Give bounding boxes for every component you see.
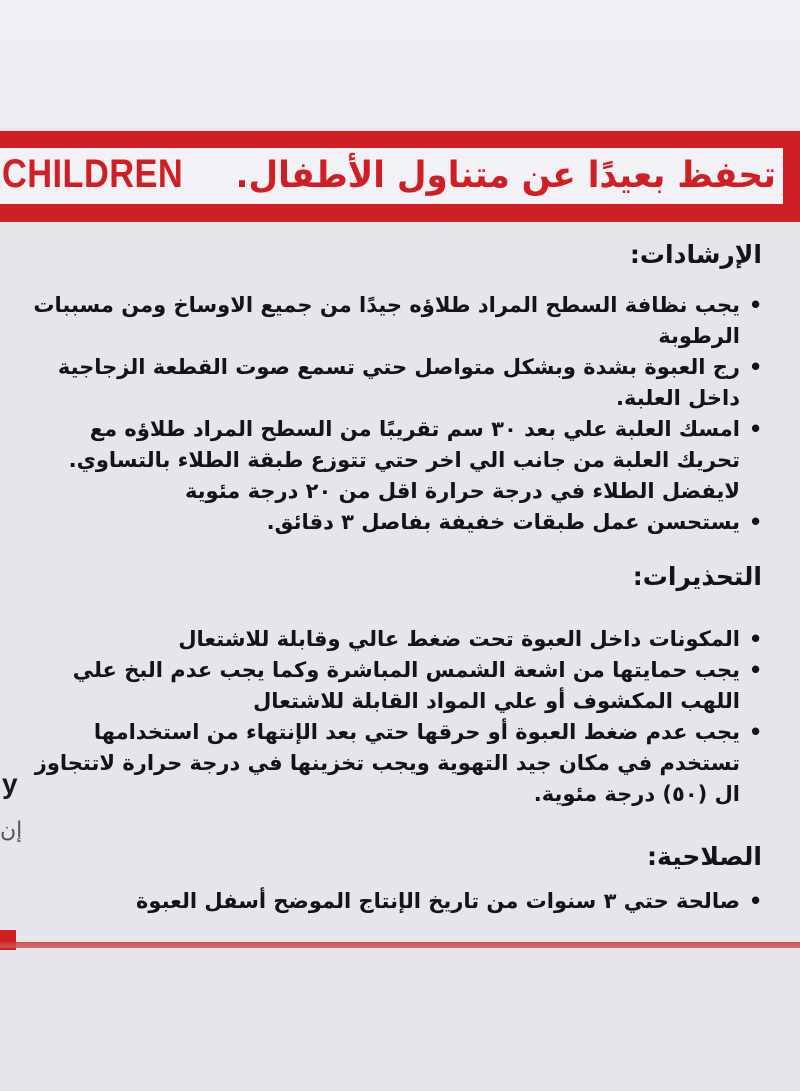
band-fragment-children: CHILDREN	[2, 152, 184, 196]
bullet-icon: •	[748, 658, 762, 682]
list-item-text: يجب نظافة السطح المراد طلاؤه جيدًا من جميع الاوساخ ومن مسببات الرطوبة	[33, 293, 740, 348]
instructions-heading: الإرشادات:	[629, 240, 762, 269]
bullet-icon: •	[748, 417, 762, 441]
bullet-icon: •	[748, 627, 762, 651]
list-item-text: المكونات داخل العبوة تحت ضغط عالي وقابلة للاشتعال	[178, 627, 740, 651]
list-item	[22, 717, 762, 810]
list-item	[22, 290, 762, 352]
bullet-icon: •	[748, 720, 762, 744]
label-text-column	[22, 238, 762, 917]
list-item	[22, 414, 762, 507]
validity-heading: الصلاحية:	[647, 842, 762, 871]
warnings-list	[22, 624, 762, 810]
list-item-text: يستحسن عمل طبقات خفيفة بفاصل ٣ دقائق.	[266, 510, 740, 534]
warnings-heading: التحذيرات:	[632, 562, 762, 591]
list-item	[22, 655, 762, 717]
list-item-text: يجب حمايتها من اشعة الشمس المباشرة وكما يجب عدم البخ علي اللهب المكشوف أو علي المواد القابلة للاشتعال	[72, 658, 740, 713]
validity-section	[22, 840, 762, 917]
instructions-section	[22, 238, 762, 538]
list-item-text: رج العبوة بشدة وبشكل متواصل حتي تسمع صوت القطعة الزجاجية داخل العلبة.	[57, 355, 740, 410]
keep-away-from-children-text: تحفظ بعيدًا عن متناول الأطفال.	[235, 155, 776, 196]
bullet-icon: •	[748, 293, 762, 317]
bullet-icon: •	[748, 510, 762, 534]
list-item	[22, 624, 762, 655]
list-item	[22, 352, 762, 414]
list-item-text: امسك العلبة علي بعد ٣٠ سم تقريبًا من السطح المراد طلاؤه مع تحريك العلبة من جانب الي اخر حتي تتوزع طبقة الطلاء بالتساوي. لايفضل الطلاء في درجة حرارة اقل من ٢٠ درجة مئوية	[68, 417, 740, 503]
warnings-section	[22, 560, 762, 810]
label-bottom-edge	[0, 942, 800, 948]
side-fragment-arabic: إن	[0, 818, 23, 843]
list-item-text: يجب عدم ضغط العبوة أو حرقها حتي بعد الإنتهاء من استخدامها تستخدم في مكان جيد التهوية ويجب تخزينها في درجة حرارة لاتتجاوز ال (٥٠) درجة مئوية.	[34, 720, 740, 806]
instructions-list	[22, 290, 762, 538]
list-item	[22, 507, 762, 538]
bullet-icon: •	[748, 889, 762, 913]
bullet-icon: •	[748, 355, 762, 379]
side-fragment-latin: y	[2, 768, 18, 799]
validity-list	[22, 886, 762, 917]
list-item	[22, 886, 762, 917]
list-item-text: صالحة حتي ٣ سنوات من تاريخ الإنتاج الموضح أسفل العبوة	[136, 889, 740, 913]
